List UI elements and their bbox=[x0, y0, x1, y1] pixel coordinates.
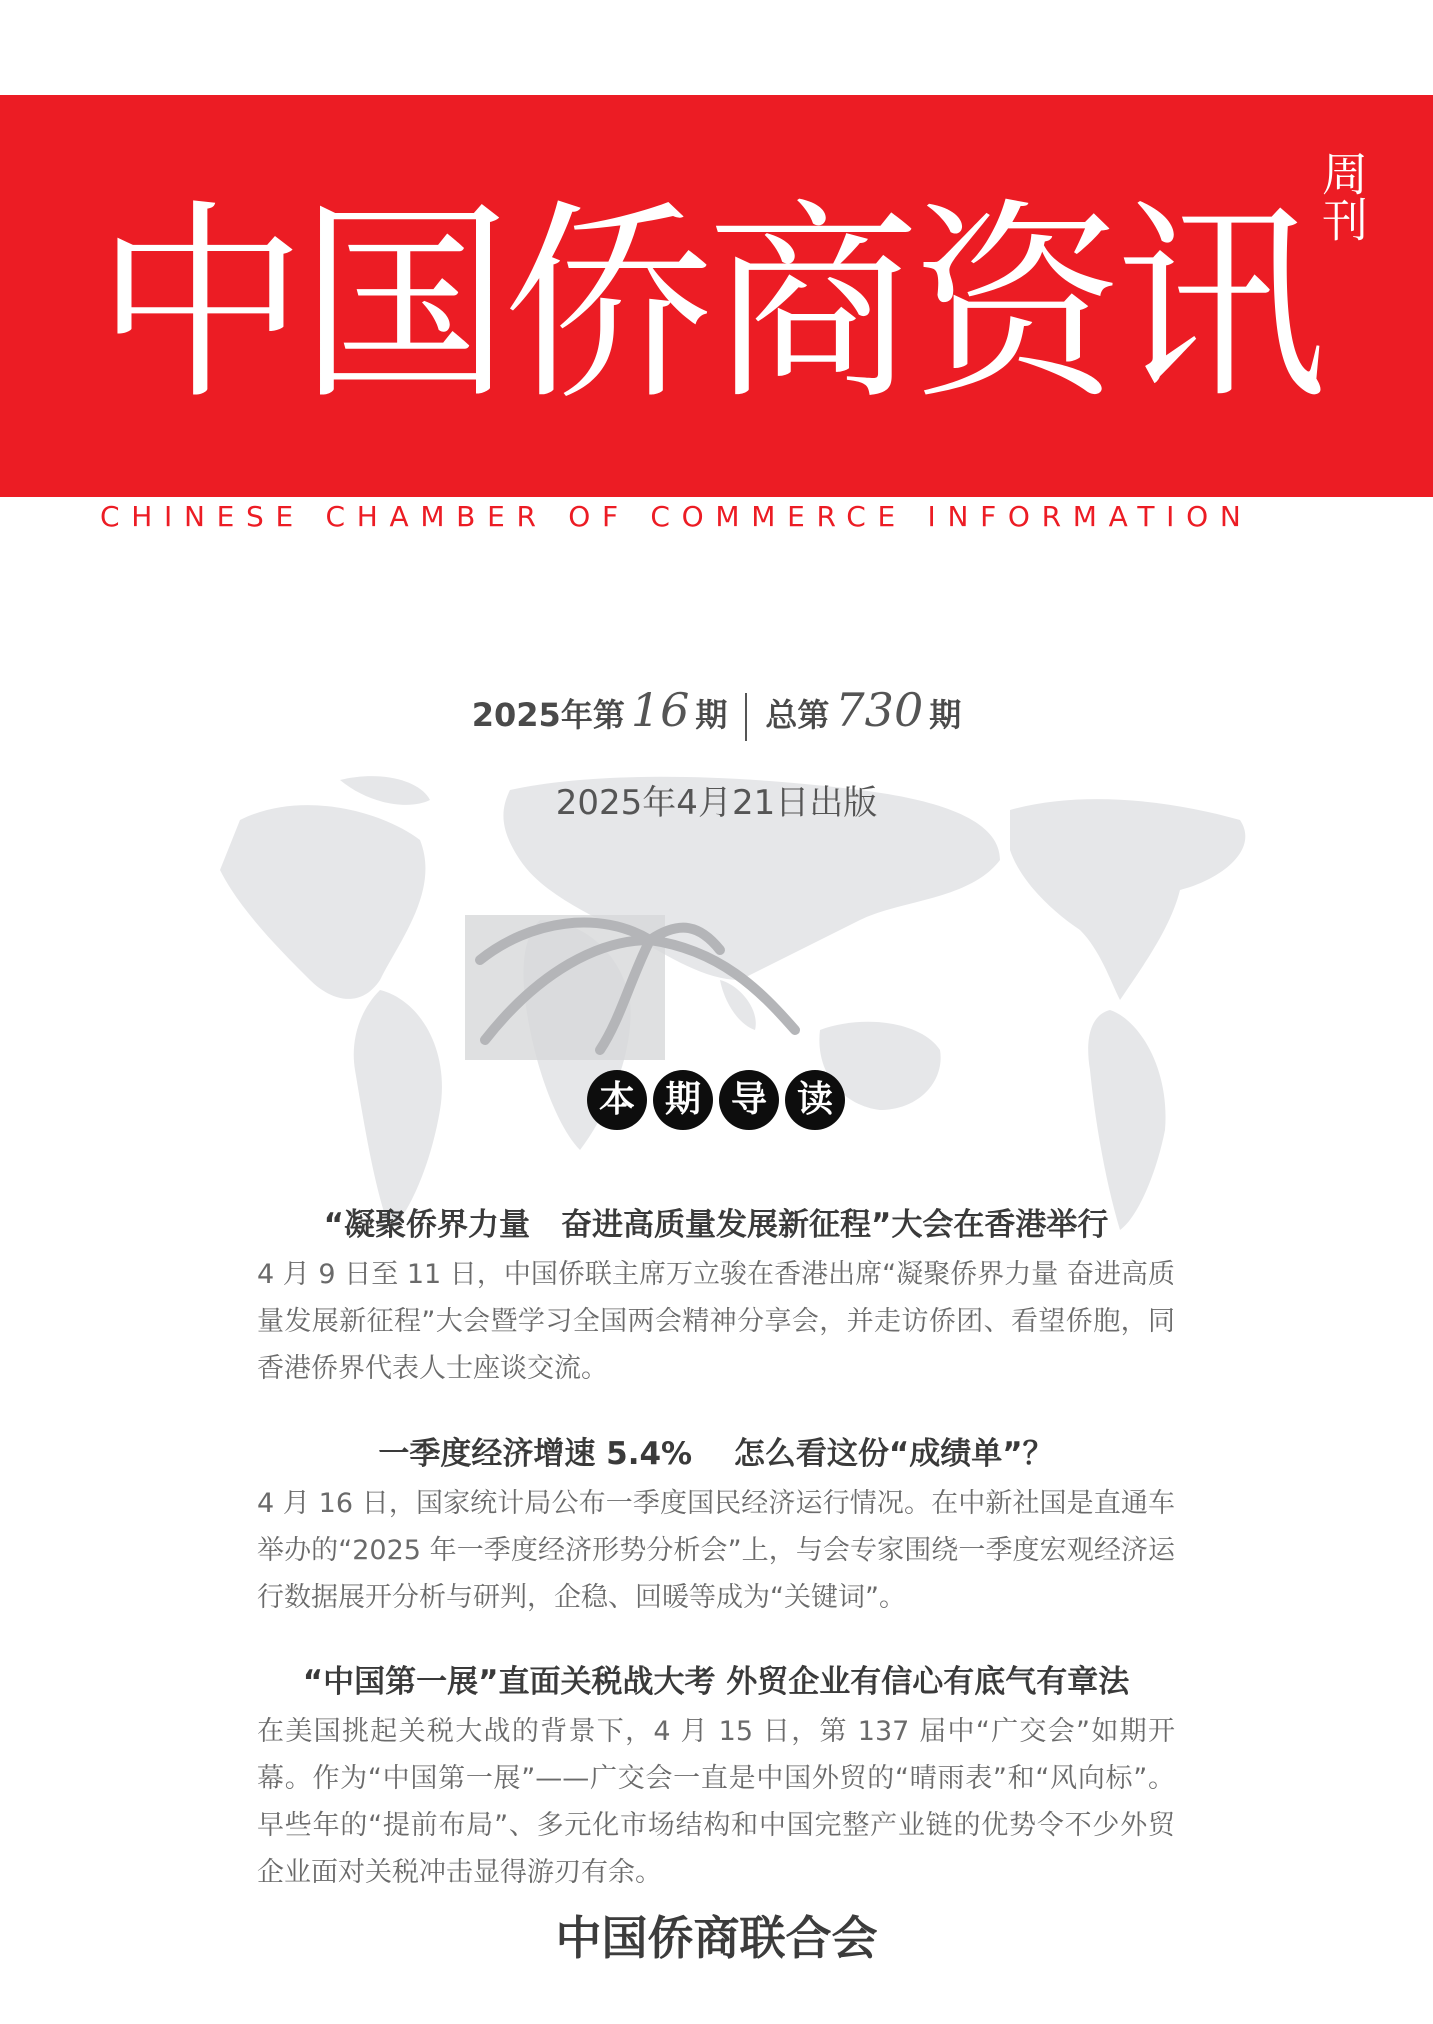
article-summary: 在美国挑起关税大战的背景下，4 月 15 日，第 137 届中“广交会”如期开幕。作为“中国第一展”——广交会一直是中国外贸的“晴雨表”和“风向标”。早些年的“提前布局”、多元化市场结构和中国完整产业链的优势令不少外贸企业面对关税冲击显得游刃有余。 bbox=[257, 1716, 1175, 1888]
total-number: 730 bbox=[835, 683, 924, 737]
article-summary: 4 月 16 日，国家统计局公布一季度国民经济运行情况。在中新社国是直通车举办的“2025 年一季度经济形势分析会”上，与会专家围绕一季度宏观经济运行数据展开分析与研判，企稳、回暖等成为“关键词”。 bbox=[257, 1488, 1175, 1613]
article-2 bbox=[257, 1432, 1175, 1621]
issue-suffix: 期 bbox=[695, 696, 728, 734]
article-title: “凝聚侨界力量 奋进高质量发展新征程”大会在香港举行 bbox=[323, 1207, 1109, 1243]
total-suffix: 期 bbox=[929, 696, 962, 734]
total-label: 总第 bbox=[765, 696, 830, 734]
guide-char: 期 bbox=[653, 1070, 713, 1130]
issue-line bbox=[0, 680, 1433, 745]
guide-char: 导 bbox=[719, 1070, 779, 1130]
issue-number: 16 bbox=[630, 683, 690, 737]
issue-year-label: 2025年第 bbox=[471, 696, 625, 734]
publisher-name: 中国侨商联合会 bbox=[555, 1911, 878, 1965]
article-title: 一季度经济增速 5.4% 怎么看这份“成绩单”？ bbox=[378, 1436, 1054, 1472]
magazine-subtitle: CHINESE CHAMBER OF COMMERCE INFORMATION bbox=[100, 500, 1253, 533]
guide-char: 本 bbox=[587, 1070, 647, 1130]
magazine-title: 中国侨商资讯 bbox=[95, 181, 1319, 428]
issue-divider bbox=[745, 693, 747, 741]
weekly-tag: 周刊 bbox=[1315, 150, 1369, 242]
publish-date: 2025年4月21日出版 bbox=[555, 783, 878, 823]
issue-guide-badge bbox=[587, 1070, 857, 1132]
article-title: “中国第一展”直面关税战大考 外贸企业有信心有底气有章法 bbox=[302, 1664, 1130, 1700]
guide-char: 读 bbox=[785, 1070, 845, 1130]
article-summary: 4 月 9 日至 11 日，中国侨联主席万立骏在香港出席“凝聚侨界力量 奋进高质量发展新征程”大会暨学习全国两会精神分享会，并走访侨团、看望侨胞，同香港侨界代表人士座谈交流。 bbox=[257, 1259, 1175, 1384]
article-1 bbox=[257, 1203, 1175, 1392]
article-3 bbox=[257, 1660, 1175, 1896]
